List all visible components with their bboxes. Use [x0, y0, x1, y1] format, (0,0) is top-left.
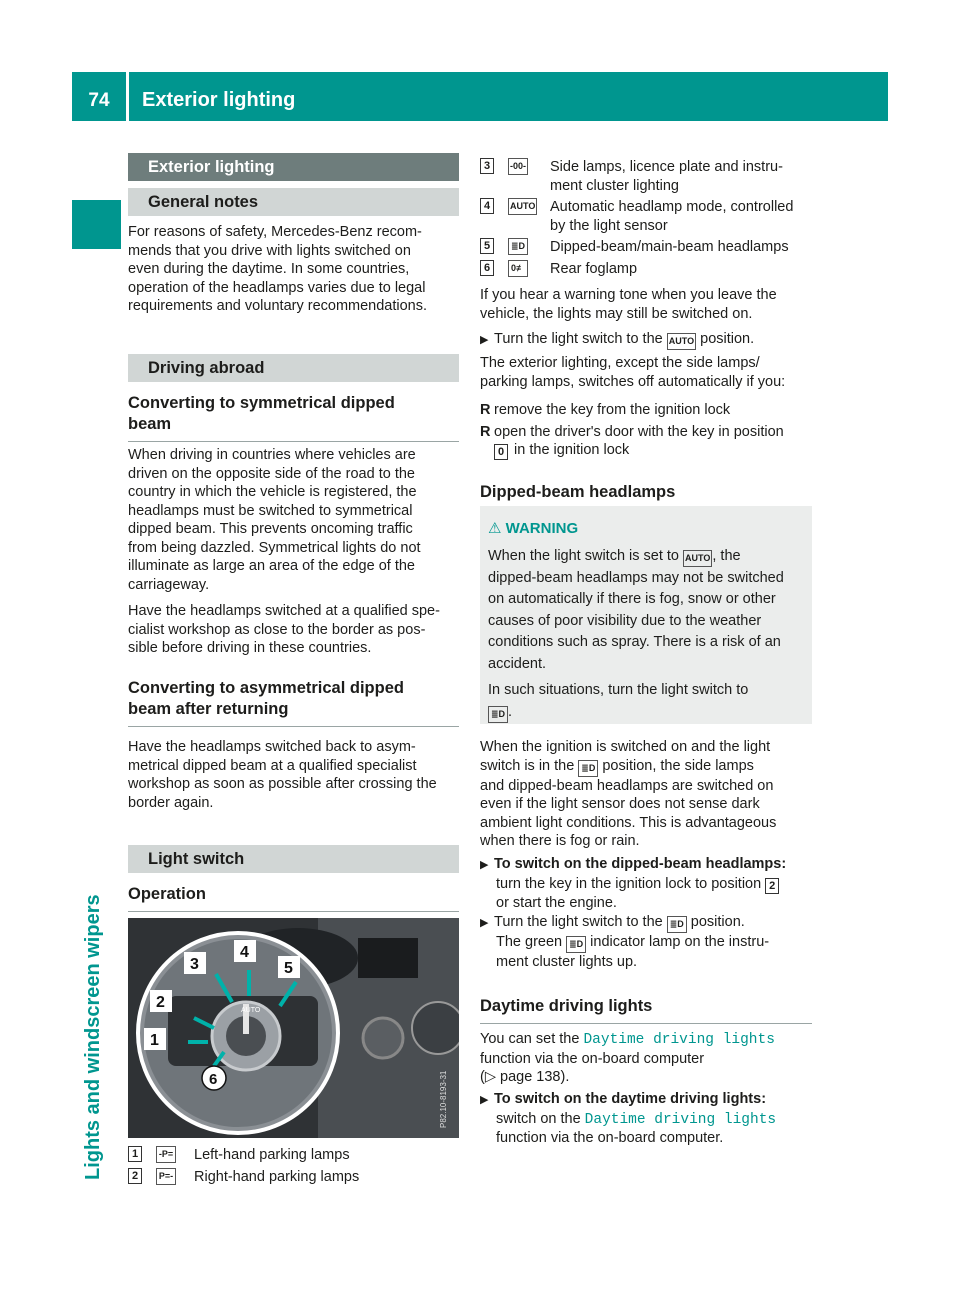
text-line: For reasons of safety, Mercedes-Benz recom- [128, 224, 422, 240]
text-part: switch is in the [480, 757, 575, 774]
heading-line: beam after returning [128, 700, 289, 718]
legend-number: 1 [128, 1146, 142, 1162]
text-line: dipped beam. This prevents oncoming traffic [128, 521, 413, 537]
step-arrow-icon: ▶ [480, 1094, 489, 1106]
page-title: Exterior lighting [142, 89, 296, 111]
heading-asymmetrical-dipped [128, 678, 459, 727]
text-line: from being dazzled. Symmetrical lights do not [128, 539, 421, 556]
warning-body: When the light switch is set to AUTO , the dipped-beam headlamps may not be switched on automatically if there is fog, snow or other causes of poor visibility due to the weather conditions such as spray. There is a risk of an accident. In such situations, turn the light switch to ≣D . [488, 546, 808, 723]
step-arrow-icon: ▶ [480, 917, 489, 929]
heading-line: Converting to asymmetrical dipped [128, 679, 404, 697]
chapter-label: Lights and windscreen wipers [82, 894, 104, 1180]
bullet-text: remove the key from the ignition lock [494, 402, 731, 418]
callout-4: 4 [240, 944, 249, 961]
text-line: mends that you drive with lights switched on [128, 242, 411, 259]
dipped-beam-icon: ≣D [508, 238, 528, 255]
ignition-text [480, 738, 820, 851]
daytime-driving-lights-menu-item: Daytime driving lights [584, 1111, 777, 1128]
header-divider [126, 72, 129, 121]
text-line: When driving in countries where vehicles are [128, 447, 416, 463]
text-line: metrical dipped beam at a qualified specialist [128, 757, 417, 774]
warning-text: When the light switch is set to [488, 548, 679, 564]
dipped-beam-icon: ≣D [488, 706, 508, 723]
dipped-beam-icon: ≣D [667, 916, 687, 933]
legend-item-6 [480, 260, 820, 280]
bullet-list [480, 401, 820, 460]
step-auto [480, 330, 820, 350]
asymmetrical-text [128, 738, 468, 812]
symmetrical-text-2 [128, 602, 468, 658]
legend-text-line: by the light sensor [550, 217, 668, 234]
step-text: position. [700, 331, 755, 347]
text-line: workshop as soon as possible after crossing the [128, 776, 437, 792]
text-line: The exterior lighting, except the side lamps/ [480, 355, 760, 371]
warning-text: , the [712, 548, 741, 564]
warning-line: on automatically if there is fog, snow or other [488, 591, 776, 607]
left-parking-lamp-icon: -P= [156, 1146, 176, 1163]
step-turn [480, 913, 820, 972]
legend-text: Dipped-beam/main-beam headlamps [550, 239, 789, 255]
warning-line: In such situations, turn the light switch to [488, 682, 749, 698]
warning-box [480, 506, 812, 724]
subsection-title-light-switch: Light switch [128, 845, 459, 873]
auto-headlamp-icon: AUTO [667, 333, 696, 350]
text-line: even during the daytime. In some countries, [128, 261, 410, 277]
bullet-text: in the ignition lock [514, 442, 630, 458]
light-switch-photo [128, 918, 459, 1138]
legend-item-2 [128, 1168, 460, 1188]
step-text: Turn the light switch to the [494, 914, 663, 930]
step-bold: To switch on the daytime driving lights: [494, 1091, 767, 1107]
page-number: 74 [88, 90, 110, 111]
position-key: 0 [494, 444, 508, 460]
side-lamps-icon: -00- [508, 158, 528, 175]
bullet-icon: R [480, 402, 491, 418]
legend-text-line: Automatic headlamp mode, controlled [550, 199, 794, 215]
heading-operation: Operation [128, 884, 459, 912]
text-line: illuminate as large an area of the edge of the [128, 558, 415, 574]
auto-off-text [480, 354, 820, 391]
heading-daytime-driving-lights: Daytime driving lights [480, 996, 812, 1024]
step-dipped [480, 855, 820, 912]
dipped-beam-icon: ≣D [566, 936, 586, 953]
text-line: If you hear a warning tone when you leave the [480, 287, 777, 303]
legend-number: 5 [480, 238, 494, 254]
text-line: headlamps must be switched to symmetrical [128, 502, 413, 519]
legend-item-3 [480, 158, 820, 198]
light-switch-illustration [128, 918, 459, 1138]
heading-dipped-beam: Dipped-beam headlamps [480, 482, 812, 510]
text-line: operation of the headlamps varies due to legal [128, 279, 426, 296]
legend-item-4 [480, 198, 820, 238]
subsection-title-driving-abroad: Driving abroad [128, 354, 459, 382]
step-drl [480, 1090, 820, 1148]
general-notes-text [128, 223, 468, 316]
step-text: The green [496, 934, 563, 950]
text-line: parking lamps, switches off automatically if you: [480, 373, 786, 390]
text-line: driven on the opposite side of the road to the [128, 465, 415, 482]
page-reference: (▷ page 138). [480, 1069, 570, 1085]
step-arrow-icon: ▶ [480, 859, 489, 871]
legend-text: Rear foglamp [550, 261, 638, 277]
photo-code: P82.10-8193-31 [439, 1070, 448, 1128]
text-line: and dipped-beam headlamps are switched on [480, 777, 774, 794]
text-line: Have the headlamps switched back to asym- [128, 739, 416, 755]
legend-text-line: ment cluster lighting [550, 177, 679, 194]
warning-header [488, 520, 578, 539]
text-line: even if the light sensor does not sense dark [480, 796, 760, 812]
text-line: requirements and voluntary recommendations. [128, 298, 428, 314]
switch-auto-label: AUTO [241, 1007, 261, 1014]
callout-3: 3 [190, 956, 199, 973]
text-line: ambient light conditions. This is advantageous [480, 814, 777, 831]
text-line: When the ignition is switched on and the light [480, 739, 771, 755]
callout-6: 6 [209, 1071, 218, 1088]
legend-text [550, 158, 820, 195]
legend-item-5 [480, 238, 820, 258]
text-line: carriageway. [128, 576, 210, 593]
legend-number: 3 [480, 158, 494, 174]
heading-symmetrical-dipped [128, 393, 459, 442]
step-bold: To switch on the dipped-beam headlamps: [494, 856, 787, 872]
step-text: position. [690, 914, 745, 930]
warning-triangle-icon: ⚠ [488, 520, 502, 537]
warning-line: causes of poor visibility due to the weather [488, 612, 762, 629]
heading-line: Converting to symmetrical dipped [128, 394, 395, 412]
step-text: or start the engine. [496, 894, 617, 911]
position-key: 2 [765, 878, 779, 894]
step-arrow-icon: ▶ [480, 334, 489, 346]
legend-number: 2 [128, 1168, 142, 1184]
text-line: when there is fog or rain. [480, 833, 640, 849]
text-line: Have the headlamps switched at a qualified spe- [128, 603, 440, 619]
callout-5: 5 [284, 960, 293, 977]
warning-line: dipped-beam headlamps may not be switched [488, 569, 784, 586]
warning-label: WARNING [505, 520, 579, 537]
drl-text [480, 1030, 820, 1087]
text-part: position, the side lamps [602, 757, 754, 774]
step-text: ment cluster lights up. [496, 954, 638, 970]
text-part: You can set the [480, 1031, 580, 1047]
warning-tone-text [480, 286, 820, 323]
section-title-exterior-lighting: Exterior lighting [128, 153, 459, 181]
legend-number: 6 [480, 260, 494, 276]
text-line: function via the on-board computer [480, 1050, 705, 1067]
daytime-driving-lights-menu-item: Daytime driving lights [583, 1032, 775, 1048]
dipped-beam-icon: ≣D [578, 760, 598, 777]
step-text: switch on the [496, 1110, 581, 1127]
auto-headlamp-icon: AUTO [683, 550, 712, 567]
warning-line: accident. [488, 655, 547, 672]
legend-text [550, 198, 820, 235]
legend-text: Left-hand parking lamps [194, 1147, 350, 1163]
bullet-icon: R [480, 423, 491, 440]
auto-headlamp-icon: AUTO [508, 198, 537, 215]
step-text: function via the on-board computer. [496, 1130, 724, 1146]
callout-1: 1 [150, 1032, 159, 1049]
symmetrical-text [128, 446, 468, 594]
callout-2: 2 [156, 994, 165, 1011]
bullet-text: open the driver's door with the key in position [494, 423, 784, 440]
text-line: vehicle, the lights may still be switched on. [480, 305, 753, 322]
chapter-tab [72, 200, 121, 249]
rear-foglamp-icon: 0≢ [508, 260, 528, 277]
legend-number: 4 [480, 198, 494, 214]
right-parking-lamp-icon: P=- [156, 1168, 176, 1185]
legend-text: Right-hand parking lamps [194, 1169, 360, 1185]
text-line: cialist workshop as close to the border as pos- [128, 621, 426, 638]
step-text: indicator lamp on the instru- [590, 934, 770, 950]
legend-item-1 [128, 1146, 460, 1166]
step-text: Turn the light switch to the [494, 331, 663, 347]
text-line: sible before driving in these countries. [128, 640, 372, 656]
text-line: border again. [128, 794, 214, 811]
subsection-title-general-notes: General notes [128, 188, 459, 216]
text-line: country in which the vehicle is registered, the [128, 484, 417, 500]
step-text: turn the key in the ignition lock to position [496, 875, 762, 892]
heading-line: beam [128, 415, 172, 433]
warning-line: conditions such as spray. There is a risk of an [488, 634, 781, 650]
legend-text-line: Side lamps, licence plate and instru- [550, 159, 783, 175]
